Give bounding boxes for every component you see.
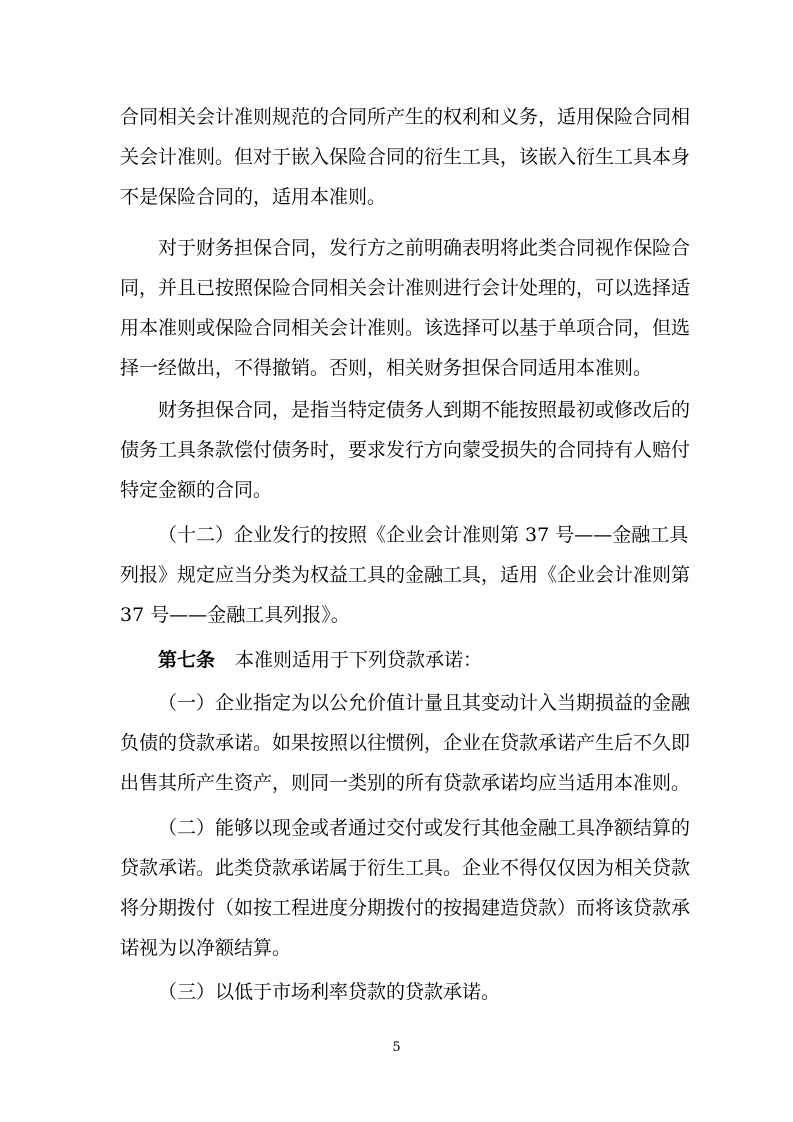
body-text-line: （二）能够以现金或者通过交付或发行其他金融工具净额结算的 xyxy=(158,817,691,839)
body-text-line: 财务担保合同，是指当特定债务人到期不能按照最初或修改后的 xyxy=(158,399,691,421)
body-text-line: 37 号——金融工具列报》。 xyxy=(120,604,350,626)
body-text-line: 同，并且已按照保险合同相关会计准则进行会计处理的，可以选择适 xyxy=(120,277,691,299)
body-text-line: 出售其所产生资产，则同一类别的所有贷款承诺均应当适用本准则。 xyxy=(120,772,691,794)
body-text-line: （三）以低于市场利率贷款的贷款承诺。 xyxy=(158,981,501,1003)
body-text-line: 用本准则或保险合同相关会计准则。该选择可以基于单项合同，但选 xyxy=(120,317,691,339)
body-text-line: 对于财务担保合同，发行方之前明确表明将此类合同视作保险合 xyxy=(158,237,691,259)
body-text-line: （一）企业指定为以公允价值计量且其变动计入当期损益的金融 xyxy=(158,692,691,714)
body-text-line: 债务工具条款偿付债务时，要求发行方向蒙受损失的合同持有人赔付 xyxy=(120,439,691,461)
page-number: 5 xyxy=(392,1040,401,1055)
body-text-line: 不是保险合同的，适用本准则。 xyxy=(120,186,387,208)
body-text-line: 特定金额的合同。 xyxy=(120,479,273,501)
body-text-line: 关会计准则。但对于嵌入保险合同的衍生工具，该嵌入衍生工具本身 xyxy=(120,146,691,168)
body-text-line: 列报》规定应当分类为权益工具的金融工具，适用《企业会计准则第 xyxy=(120,564,691,586)
body-text-line: 负债的贷款承诺。如果按照以往惯例，企业在贷款承诺产生后不久即 xyxy=(120,732,691,754)
body-text-line: 贷款承诺。此类贷款承诺属于衍生工具。企业不得仅仅因为相关贷款 xyxy=(120,857,691,879)
article-label: 第七条 xyxy=(158,649,216,671)
article-text: 本准则适用于下列贷款承诺： xyxy=(235,649,483,671)
body-text-line: 择一经做出，不得撤销。否则，相关财务担保合同适用本准则。 xyxy=(120,357,653,379)
body-text-line: 合同相关会计准则规范的合同所产生的权利和义务，适用保险合同相 xyxy=(120,106,691,128)
body-text-line: （十二）企业发行的按照《企业会计准则第 37 号——金融工具 xyxy=(158,524,689,546)
body-text-line: 将分期拨付（如按工程进度分期拨付的按揭建造贷款）而将该贷款承 xyxy=(120,897,691,919)
body-text-line: 诺视为以净额结算。 xyxy=(120,937,292,959)
article-heading-line xyxy=(158,648,680,672)
